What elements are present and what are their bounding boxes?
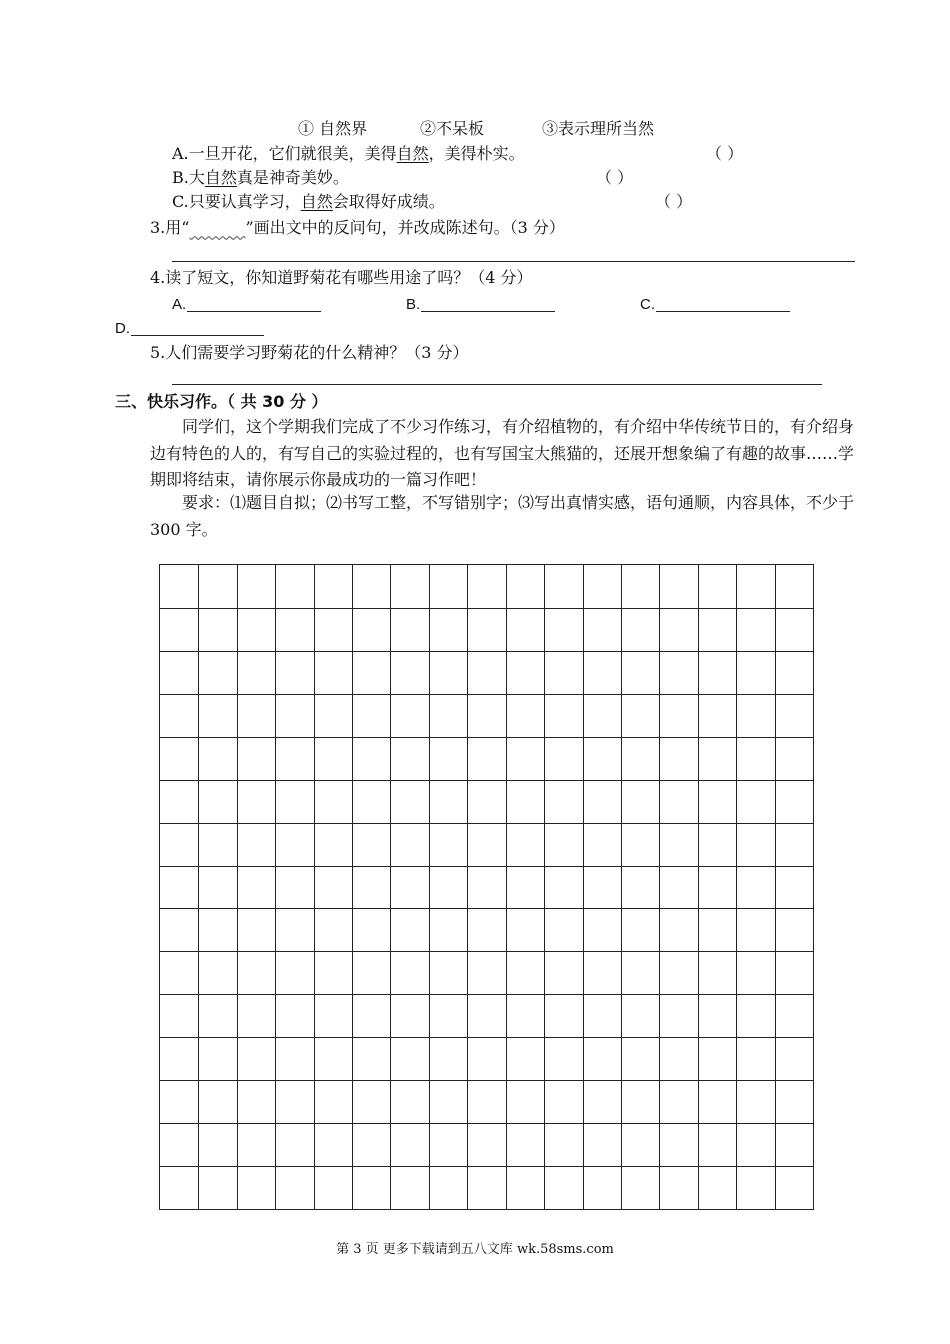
answer-paren-a[interactable]: （ ） bbox=[706, 144, 744, 163]
grid-col-line bbox=[390, 565, 391, 1209]
q4-label-d: D. bbox=[115, 320, 130, 337]
writing-prompt: 同学们，这个学期我们完成了不少习作练习，有介绍植物的，有介绍中华传统节日的，有介绍身边有特色的人的，有写自己的实验过程的，也有写国宝大熊猫的，还展开想象编了有趣的故事……学期即将结束，请你展示你最成功的一篇习作吧！ bbox=[150, 417, 855, 489]
grid-col-line bbox=[237, 565, 238, 1209]
grid-row-line bbox=[160, 1037, 813, 1038]
grid-row-line bbox=[160, 1080, 813, 1081]
option-1: ① 自然界 bbox=[298, 119, 368, 138]
q2-item-b bbox=[172, 168, 349, 188]
grid-col-line bbox=[659, 565, 660, 1209]
grid-col-line bbox=[429, 565, 430, 1209]
grid-row-line bbox=[160, 694, 813, 695]
answer-paren-c[interactable]: （ ） bbox=[655, 192, 693, 211]
grid-col-line bbox=[775, 565, 776, 1209]
writing-grid[interactable] bbox=[159, 564, 814, 1210]
grid-col-line bbox=[583, 565, 584, 1209]
grid-col-line bbox=[544, 565, 545, 1209]
grid-col-line bbox=[352, 565, 353, 1209]
question-3 bbox=[150, 218, 565, 240]
page-footer: 第 3 页 更多下载请到五八文库 wk.58sms.com bbox=[336, 1242, 614, 1257]
answer-line-q5[interactable] bbox=[172, 384, 822, 385]
item-text: 一旦开花，它们就很美，美得 bbox=[188, 144, 397, 163]
underlined-word: 自然 bbox=[300, 192, 333, 211]
q4-label-c: C. bbox=[640, 296, 655, 313]
q2-item-a bbox=[172, 144, 525, 164]
grid-col-line bbox=[621, 565, 622, 1209]
item-text: 真是神奇美妙。 bbox=[236, 168, 349, 187]
item-text: ，美得朴实。 bbox=[428, 144, 525, 163]
grid-row-line bbox=[160, 1166, 813, 1167]
wavy-line-mark bbox=[189, 222, 245, 237]
q4-label-b: B. bbox=[406, 296, 421, 313]
grid-col-line bbox=[698, 565, 699, 1209]
answer-paren-b[interactable]: （ ） bbox=[596, 168, 634, 187]
writing-requirements: 要求：⑴题目自拟；⑵书写工整，不写错别字；⑶写出真情实感，语句通顺，内容具体，不少于 300 字。 bbox=[150, 493, 855, 539]
q2-item-c bbox=[172, 192, 445, 212]
item-label: C. bbox=[172, 192, 189, 211]
underlined-word: 自然 bbox=[204, 168, 237, 187]
answer-line-q3[interactable] bbox=[172, 261, 855, 262]
grid-col-line bbox=[314, 565, 315, 1209]
grid-row-line bbox=[160, 951, 813, 952]
item-text: 只要认真学习， bbox=[188, 192, 301, 211]
grid-col-line bbox=[467, 565, 468, 1209]
section-3-title: 三、快乐习作。（ 共 30 分 ） bbox=[115, 392, 328, 411]
item-label: A. bbox=[172, 144, 189, 163]
q4-answer-line-d[interactable] bbox=[131, 335, 264, 336]
option-2: ②不呆板 bbox=[420, 119, 485, 138]
grid-row-line bbox=[160, 608, 813, 609]
item-text: 大 bbox=[188, 168, 205, 187]
grid-row-line bbox=[160, 823, 813, 824]
underlined-word: 自然 bbox=[396, 144, 429, 163]
item-label: B. bbox=[172, 168, 189, 187]
grid-row-line bbox=[160, 737, 813, 738]
grid-col-line bbox=[736, 565, 737, 1209]
grid-row-line bbox=[160, 780, 813, 781]
grid-col-line bbox=[506, 565, 507, 1209]
q4-label-a: A. bbox=[172, 296, 187, 313]
item-text: 会取得好成绩。 bbox=[332, 192, 445, 211]
q3-text-pre: 3.用“ bbox=[150, 218, 190, 237]
question-4: 4.读了短文，你知道野菊花有哪些用途了吗？（4 分） bbox=[150, 268, 533, 287]
grid-row-line bbox=[160, 994, 813, 995]
grid-col-line bbox=[275, 565, 276, 1209]
grid-row-line bbox=[160, 866, 813, 867]
grid-row-line bbox=[160, 1123, 813, 1124]
q3-text-post: ”画出文中的反问句，并改成陈述句。（3 分） bbox=[245, 218, 565, 237]
option-3: ③表示理所当然 bbox=[542, 119, 655, 138]
q4-answer-line-b[interactable] bbox=[421, 311, 555, 312]
grid-row-line bbox=[160, 651, 813, 652]
grid-row-line bbox=[160, 908, 813, 909]
grid-col-line bbox=[198, 565, 199, 1209]
question-5: 5.人们需要学习野菊花的什么精神？（3 分） bbox=[150, 343, 469, 362]
q4-answer-line-c[interactable] bbox=[656, 311, 790, 312]
q4-answer-line-a[interactable] bbox=[187, 311, 321, 312]
